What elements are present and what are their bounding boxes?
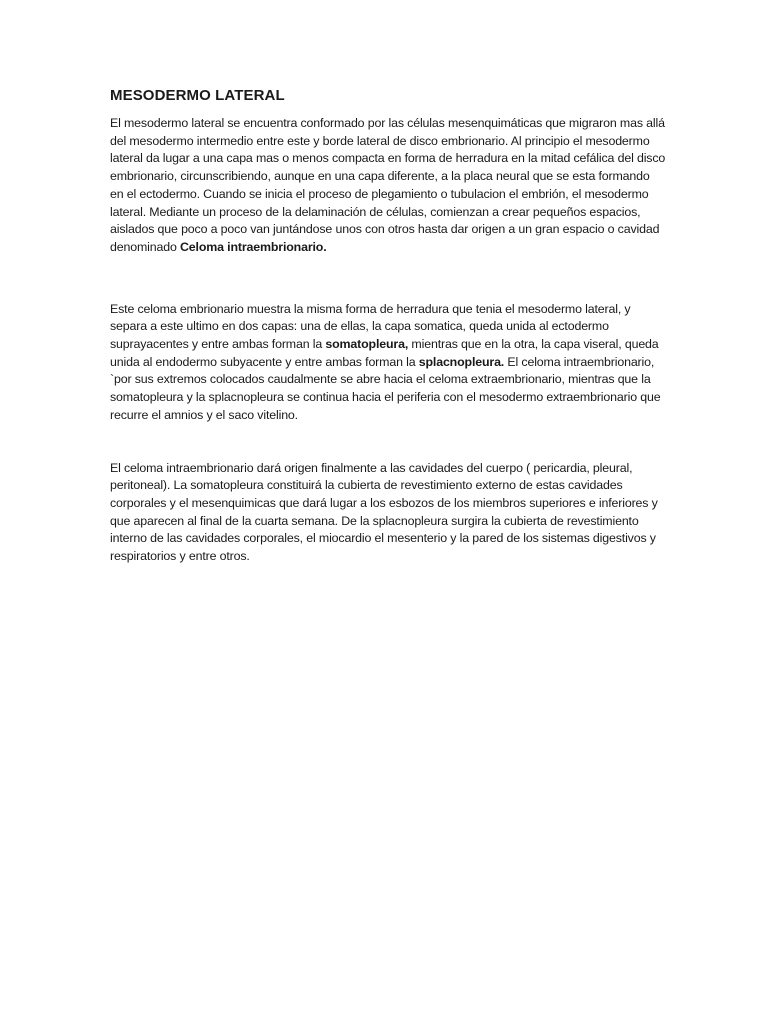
paragraph-2 xyxy=(110,301,666,425)
paragraph-2-text-b: mientras que en la otra, la capa viseral, queda unida al endodermo subyacente y entre ambas forman la xyxy=(110,337,659,369)
paragraph-1 xyxy=(110,115,666,257)
paragraph-1-text: El mesodermo lateral se encuentra conformado por las células mesenquimáticas que migraron mas allá del mesodermo intermedio entre este y borde lateral de disco embrionario. Al principio el mesodermo lateral da lugar a una capa mas o menos compacta en forma de herradura en la mitad cefálica del disco embrionario, circunscribiendo, aunque en una capa diferente, a la placa neural que se esta formando en el ectodermo. Cuando se inicia el proceso de plegamiento o tubulacion el embrión, el mesodermo lateral. Mediante un proceso de la delaminación de células, comienzan a crear pequeños espacios, aislados que poco a poco van juntándose unos con otros hasta dar origen a un gran espacio o cavidad denominado xyxy=(110,116,666,254)
document-title: MESODERMO LATERAL xyxy=(110,87,285,104)
term-celoma-intraembrionario: Celoma intraembrionario. xyxy=(180,239,327,254)
paragraph-3-text: El celoma intraembrionario dará origen finalmente a las cavidades del cuerpo ( pericardia, pleural, peritoneal). La somatopleura constituirá la cubierta de revestimiento externo de estas cavidades corporales y el mesenquimicas que dará lugar a los esbozos de los miembros superiores e inferiores y que aparecen al final de la cuarta semana. De la splacnopleura surgira la cubierta de revestimiento interno de las cavidades corporales, el miocardio el mesenterio y la pared de los sistemas digestivos y respiratorios y entre otros. xyxy=(110,460,658,564)
paragraph-3 xyxy=(110,460,666,566)
paragraph-2-text-a: Este celoma embrionario muestra la misma forma de herradura que tenia el mesodermo lateral, y separa a este ultimo en dos capas: una de ellas, la capa somatica, queda unida al ectodermo suprayacentes y entre ambas forman la xyxy=(110,301,631,352)
term-splacnopleura: splacnopleura. xyxy=(418,354,505,369)
paragraph-2-text-c: El celoma intraembrionario, `por sus extremos colocados caudalmente se abre hacia el celoma extraembrionario, mientras que la somatopleura y la splacnopleura se continua hacia el periferia con el mesodermo extraembrionario que recurre el amnios y el saco vitelino. xyxy=(110,354,661,422)
document-body xyxy=(110,86,666,566)
term-somatopleura: somatopleura, xyxy=(325,337,409,352)
